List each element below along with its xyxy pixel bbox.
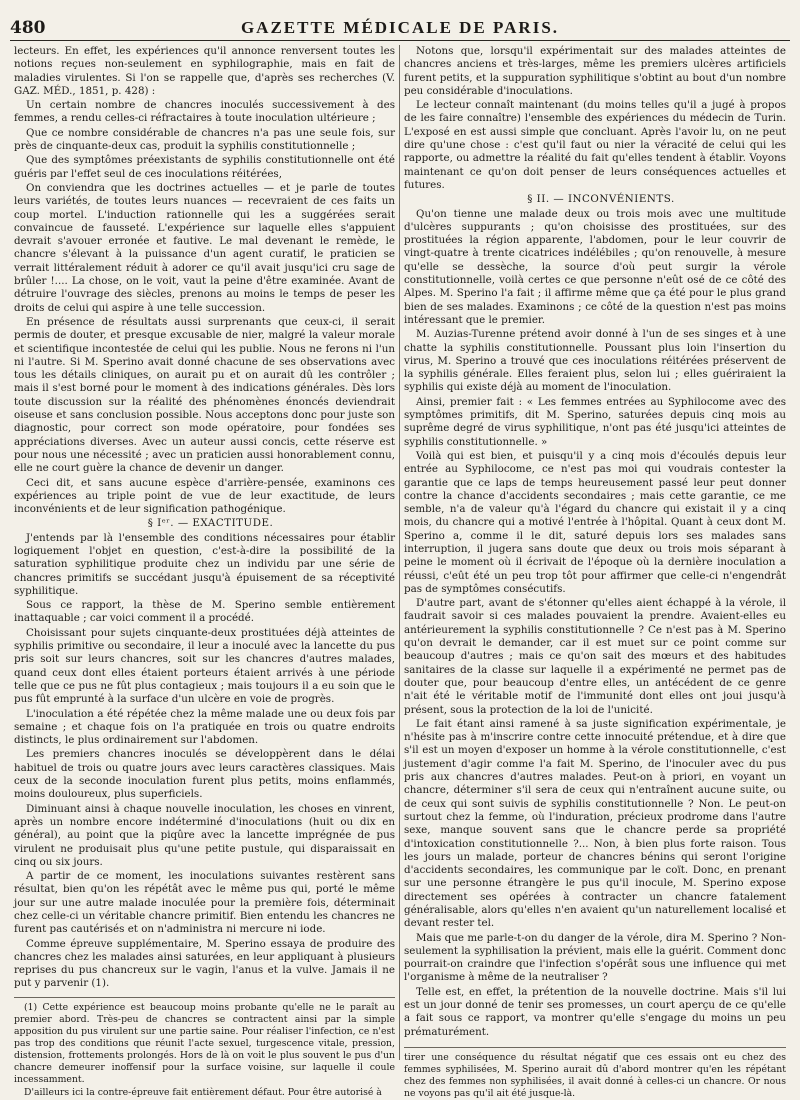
footnote-continuation: tirer une conséquence du résultat négatif que ces essais ont eu chez des femmes syphilisées, M. Sperino aurait dû d'abord montrer qu'en les répétant chez des femmes non syphilisées, il avait donné à celles-ci un chancre. Or nous ne voyons pas qu'il ait été jusque-là. bbox=[404, 1051, 786, 1099]
footnotes bbox=[14, 997, 395, 1099]
paragraph: D'autre part, avant de s'étonner qu'elles aient échappé à la vérole, il faudrait savoir si ces malades pouvaient la prendre. Avaient-elles eu antérieurement la syphilis constitutionnelle ? Ce n'est pas à M. Sperino qu'on devrait le demander, car il est muet sur ce point comme sur beaucoup d'autres ; mais ce qu'on sait des mœurs et des habitudes sanitaires de la classe sur laquelle il a expérimenté ne permet pas de douter que, pour beaucoup d'entre elles, un antécédent de ce genre n'ait été le véritable motif de l'immunité dont elles ont joui jusqu'à présent, sous la protection de la loi de l'unicité. bbox=[404, 597, 786, 716]
paragraph: Que ce nombre considérable de chancres n'a pas une seule fois, sur près de cinquante-deux cas, produit la syphilis constitutionnelle ; bbox=[14, 126, 395, 153]
section-heading-inconvenients: § II. — INCONVÉNIENTS. bbox=[527, 193, 675, 206]
paragraph: Ceci dit, et sans aucune espèce d'arrière-pensée, examinons ces expériences au triple point de vue de leur exactitude, de leurs inconvénients et de leur signification pathogénique. bbox=[14, 476, 395, 516]
paragraph: On conviendra que les doctrines actuelles — et je parle de toutes leurs variétés, de toutes leurs nuances — recevraient de ces faits un coup mortel. L'induction rationnelle qui les a suggérées serait convaincue de fausseté. L'expérience sur laquelle elles s'appuient devrait s'avouer erronée et fautive. Le mal devenant le remède, le chancre s'élevant à la puissance d'un agent curatif, le praticien se verrait littéralement réduit à adorer ce qu'il avait jusqu'ici cru sage de brûler !.... La chose, on le voit, vaut la peine d'être examinée. Avant de détruire l'ouvrage des siècles, prenons au moins le temps de peser les droits de celui qui aspire à une telle succession. bbox=[14, 181, 395, 314]
paragraph: Choisissant pour sujets cinquante-deux prostituées déjà atteintes de syphilis primitive ou secondaire, il leur a inoculé avec la lancette du pus pris soit sur leurs chancres, soit sur les chancres d'autres malades, quand ceux dont elles étaient porteurs étaient arrivés à une période telle que ce pus ne fût plus contagieux ; mais toujours il a eu soin que le pus fût emprunté à la surface d'un ulcère en voie de progrès. bbox=[14, 626, 395, 706]
section-heading-exactitude: § Iᵉʳ. — EXACTITUDE. bbox=[147, 517, 274, 530]
paragraph: Le lecteur connaît maintenant (du moins telles qu'il a jugé à propos de les faire connaître) l'ensemble des expériences du médecin de Turin. L'exposé en est aussi simple que concluant. Après l'avoir lu, on ne peut dire qu'une chose : c'est qu'il faut ou nier la véracité de celui qui les rapporte, ou admettre la réalité du fait qu'elles tendent à établir. Voyons maintenant ce qu'on doit penser de leurs conséquences actuelles et futures. bbox=[404, 99, 786, 191]
text-columns bbox=[10, 45, 790, 1099]
paragraph: lecteurs. En effet, les expériences qu'il annonce renversent toutes les notions reçues non-seulement en syphilographie, mais en fait de maladies virulentes. Si l'on se rappelle que, d'après ses recherches (V. GAZ. MÉD., 1851, p. 428) : bbox=[14, 45, 395, 97]
page-header bbox=[10, 8, 790, 41]
paragraph: Telle est, en effet, la prétention de la nouvelle doctrine. Mais s'il lui est un jour donné de tenir ses promesses, un court aperçu de ce qu'elle a fait sous ce rapport, va montrer qu'elle s'engage du moins un peu prématurément. bbox=[404, 985, 786, 1038]
paragraph: Notons que, lorsqu'il expérimentait sur des malades atteintes de chancres anciens et très-larges, même les premiers ulcères artificiels furent petits, et la suppuration syphilitique s'obtint au bout d'un nombre peu considérable d'inoculations. bbox=[404, 45, 786, 97]
paragraph: Qu'on tienne une malade deux ou trois mois avec une multitude d'ulcères suppurants ; qu'on choisisse des prostituées, sur des prostituées la région apparente, l'abdomen, pour le leur couvrir de vingt-quatre à trente cicatrices indélébiles ; qu'on renouvelle, à mesure qu'elle se dessèche, la source d'où peut surgir la vérole constitutionnelle, voilà certes ce que personne n'eût osé de ce côté des Alpes. M. Sperino l'a fait ; il affirme même que ça été pour le plus grand bien de ses malades. Examinons ; ce côté de la question n'est pas moins intéressant que le premier. bbox=[404, 207, 786, 326]
footnote-divider bbox=[404, 1047, 786, 1048]
paragraph: Voilà qui est bien, et puisqu'il y a cinq mois d'écoulés depuis leur entrée au Syphilocome, ce n'est pas moi qui voudrais contester la garantie que ce laps de temps heureusement passé leur peut donner contre la chance d'accidents secondaires ; mais cette garantie, ce me semble, n'a de valeur qu'à l'égard du chancre qui existait il y a cinq mois, du chancre qui a motivé l'entrée à l'hôpital. Quant à ceux dont M. Sperino a, comme il le dit, saturé depuis lors ses malades sans interruption, il jugera sans doute que deux ou trois mois séparant à peine le moment où il écrivait de l'époque où la dernière inoculation a réussi, c'eût été un peu trop tôt pour affirmer que celle-ci n'engendrât pas de symptômes consécutifs. bbox=[404, 449, 786, 595]
right-column bbox=[400, 45, 790, 1099]
left-column bbox=[10, 45, 400, 1098]
paragraph: L'inoculation a été répétée chez la même malade une ou deux fois par semaine ; et chaque fois on l'a pratiquée en trois ou quatre endroits distincts, le plus ordinairement sur l'abdomen. bbox=[14, 707, 395, 747]
page-number: 480 bbox=[10, 18, 46, 38]
paragraph: M. Auzias-Turenne prétend avoir donné à l'un de ses singes et à une chatte la syphilis constitutionnelle. Poussant plus loin l'insertion du virus, M. Sperino a trouvé que ces inoculations réitérées préservent de la syphilis générale. Elles feraient plus, selon lui ; elles guériraient la syphilis qui existe déjà au moment de l'inoculation. bbox=[404, 328, 786, 394]
paragraph: Diminuant ainsi à chaque nouvelle inoculation, les choses en vinrent, après un nombre encore indéterminé d'inoculations (huit ou dix en général), au point que la piqûre avec la lancette imprégnée de pus virulent ne produisait plus qu'une petite pustule, qui disparaissait en cinq ou six jours. bbox=[14, 802, 395, 868]
paragraph: Mais que me parle-t-on du danger de la vérole, dira M. Sperino ? Non-seulement la syphilisation la prévient, mais elle la guérit. Comment donc pourrait-on craindre que l'infection s'opérât sous une influence qui met l'organisme à même de la neutraliser ? bbox=[404, 931, 786, 984]
paragraph: A partir de ce moment, les inoculations suivantes restèrent sans résultat, bien qu'on les répétât avec le même pus qui, porté le même jour sur une autre malade inoculée pour la première fois, déterminait chez celle-ci un véritable chancre primitif. Bien entendu les chancres ne furent pas cautérisés et on n'administra ni mercure ni iode. bbox=[14, 870, 395, 936]
paragraph: Ainsi, premier fait : « Les femmes entrées au Syphilocome avec des symptômes primitifs, dit M. Sperino, saturées depuis cinq mois au suprême degré de virus syphilitique, n'ont pas été jusqu'ici atteintes de syphilis constitutionnelle. » bbox=[404, 395, 786, 448]
paragraph: Comme épreuve supplémentaire, M. Sperino essaya de produire des chancres chez les malades ainsi saturées, en leur appliquant à plusieurs reprises du pus chancreux sur le vagin, l'anus et la vulve. Jamais il ne put y parvenir (1). bbox=[14, 937, 395, 990]
footnote-continuation: D'ailleurs ici la contre-épreuve fait entièrement défaut. Pour être autorisé à bbox=[24, 1086, 382, 1098]
paragraph: Un certain nombre de chancres inoculés successivement à des femmes, a rendu celles-ci réfractaires à toute inoculation ultérieure ; bbox=[14, 99, 395, 125]
paragraph: Sous ce rapport, la thèse de M. Sperino semble entièrement inattaquable ; car voici comment il a procédé. bbox=[14, 599, 395, 625]
paragraph: J'entends par là l'ensemble des conditions nécessaires pour établir logiquement l'objet en question, c'est-à-dire la possibilité de la saturation syphilitique produite chez un individu par une série de chancres primitifs se succédant jusqu'à épuisement de sa réceptivité syphilitique. bbox=[14, 531, 395, 597]
paragraph: En présence de résultats aussi surprenants que ceux-ci, il serait permis de douter, et presque excusable de nier, malgré la valeur morale et scientifique incontestée de celui qui les publie. Nous ne ferons ni l'un ni l'autre. Si M. Sperino avait donné chacune de ses observations avec tous les détails cliniques, on aurait pu et on aurait dû les contrôler ; mais il s'est borné pour le moment à des indications générales. Dès lors toute discussion sur la réalité des phénomènes énoncés deviendrait oiseuse et sans conclusion possible. Nous acceptons donc pour juste son diagnostic, pour correct son mode opératoire, pour fondées ses appréciations diverses. Avec un auteur aussi concis, cette réserve est pour nous une nécessité ; avec un praticien aussi honorablement connu, elle ne court guère la chance de devenir un danger. bbox=[14, 315, 395, 475]
paragraph: Les premiers chancres inoculés se développèrent dans le délai habituel de trois ou quatre jours avec leurs caractères classiques. Mais ceux de la seconde inoculation furent plus petits, moins enflammés, moins douloureux, plus superficiels. bbox=[14, 748, 395, 801]
paragraph: Que des symptômes préexistants de syphilis constitutionnelle ont été guéris par l'effet seul de ces inoculations réitérées, bbox=[14, 154, 395, 180]
running-title: GAZETTE MÉDICALE DE PARIS. bbox=[240, 18, 560, 37]
footnote: (1) Cette expérience est beaucoup moins probante qu'elle ne le paraît au premier abord. Très-peu de chancres se contractent ainsi par la simple apposition du pus virulent sur une partie saine. Pour réaliser l'infection, ce n'est pas trop des conditions que réunit l'acte sexuel, turgescence vitale, pression, distension, frottements prolongés. Hors de là on voit le plus souvent le pus d'un chancre demeurer inoffensif pour la surface voisine, sur laquelle il coule incessamment. bbox=[14, 1001, 395, 1085]
paragraph: Le fait étant ainsi ramené à sa juste signification expérimentale, je n'hésite pas à m'inscrire contre cette innocuité prétendue, et à dire que s'il est un moyen d'exposer un homme à la vérole constitutionnelle, c'est justement d'agir comme l'a fait M. Sperino, de l'inoculer avec du pus pris aux chancres d'autres malades. Peut-on à priori, en voyant un chancre, déterminer s'il sera de ceux qui n'entraînent aucune suite, ou de ceux qui sont suivis de syphilis constitutionnelle ? Non. Le peut-on surtout chez la femme, où l'induration, précieux prodrome dans l'autre sexe, manque souvent sans que le chancre perde sa propriété d'intoxication constitutionnelle ?... Non, à bien plus forte raison. Tous les jours un malade, porteur de chancres bénins qui seront l'origine d'accidents secondaires, les communique par le coït. Donc, en prenant sur une personne étrangère le pus qu'il inocule, M. Sperino expose directement ses opérées à contracter un chancre fatalement généralisable, alors qu'elles n'en avaient qu'un naturellement localisé et devant rester tel. bbox=[404, 717, 786, 930]
